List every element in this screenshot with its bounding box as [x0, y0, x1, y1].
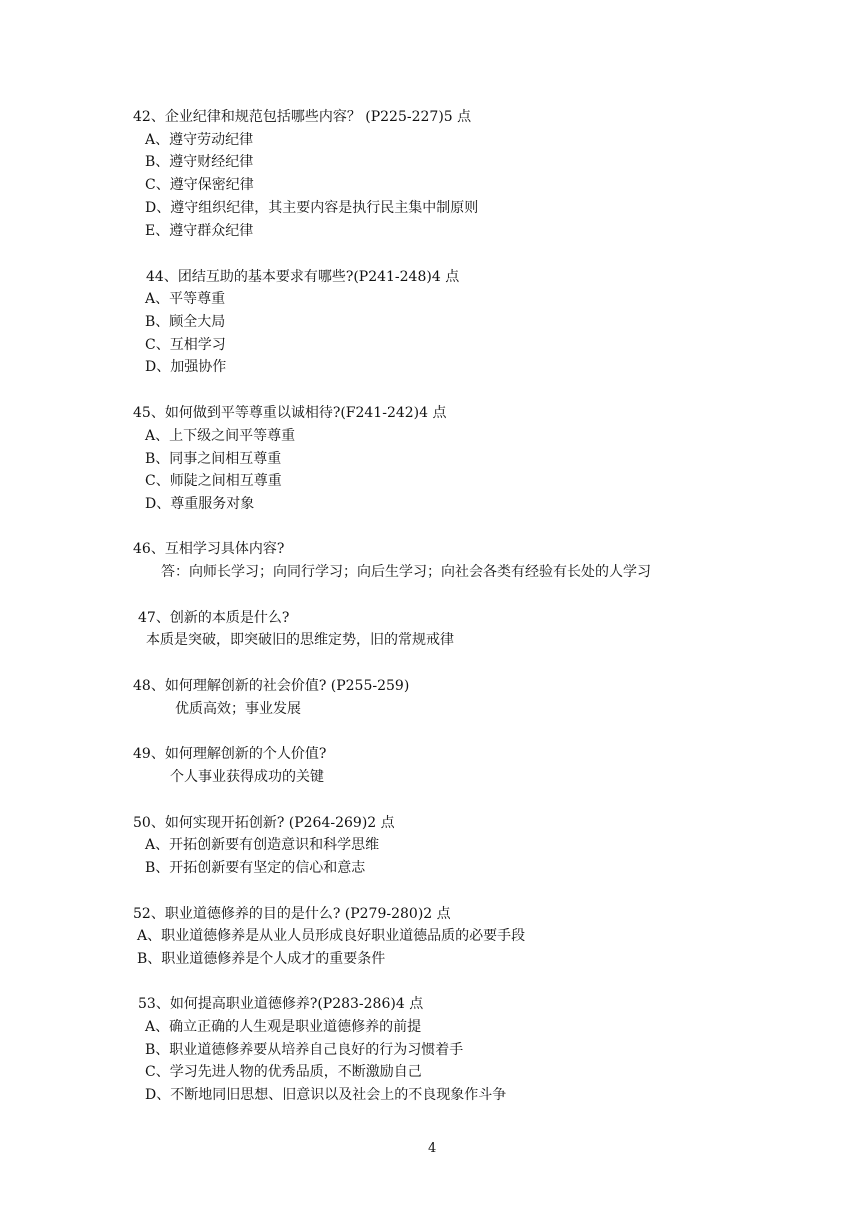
question-42-title: 42、企业纪律和规范包括哪些内容？ (P225-227)5 点 — [133, 109, 472, 125]
question-48-title: 48、如何理解创新的社会价值? (P255-259) — [133, 678, 410, 694]
question-44-option-d: D、加强协作 — [145, 359, 227, 375]
question-53-option-d: D、不断地同旧思想、旧意识以及社会上的不良现象作斗争 — [145, 1087, 507, 1103]
question-53-title: 53、如何提高职业道德修养?(P283-286)4 点 — [138, 996, 424, 1012]
question-42-option-e: E、遵守群众纪律 — [145, 223, 254, 239]
question-52-option-a: A、职业道德修养是从业人员形成良好职业道德品质的必要手段 — [137, 928, 526, 944]
question-49-title: 49、如何理解创新的个人价值? — [133, 746, 327, 762]
question-45-option-d: D、尊重服务对象 — [145, 496, 255, 512]
question-44-option-a: A、平等尊重 — [145, 291, 226, 307]
question-42-option-b: B、遵守财经纪律 — [145, 154, 254, 170]
question-45-option-c: C、师陡之间相互尊重 — [145, 473, 282, 489]
question-52-title: 52、职业道德修养的目的是什么? (P279-280)2 点 — [133, 906, 451, 922]
question-50-title: 50、如何实现开拓创新? (P264-269)2 点 — [133, 815, 395, 831]
question-53-option-b: B、职业道德修养要从培养自己良好的行为习惯着手 — [145, 1042, 464, 1058]
question-44-title: 44、团结互助的基本要求有哪些?(P241-248)4 点 — [146, 269, 460, 285]
question-50-option-b: B、开拓创新要有坚定的信心和意志 — [145, 860, 366, 876]
question-53-option-a: A、确立正确的人生观是职业道德修养的前提 — [145, 1019, 422, 1035]
question-46-answer: 答：向师长学习；向同行学习；向后生学习；向社会各类有经验有长处的人学习 — [161, 564, 651, 580]
question-45-title: 45、如何做到平等尊重以诚相待?(F241-242)4 点 — [133, 405, 447, 421]
question-42-option-d: D、遵守组织纪律，其主要内容是执行民主集中制原则 — [145, 200, 479, 216]
question-52-option-b: B、职业道德修养是个人成才的重要条件 — [137, 951, 386, 967]
question-48-answer: 优质高效；事业发展 — [175, 701, 301, 717]
question-42-option-c: C、遵守保密纪律 — [145, 177, 254, 193]
page-number: 4 — [428, 1141, 437, 1156]
question-49-answer: 个人事业获得成功的关键 — [170, 769, 324, 785]
question-45-option-a: A、上下级之间平等尊重 — [145, 428, 296, 444]
question-44-option-c: C、互相学习 — [145, 337, 226, 353]
question-45-option-b: B、同事之间相互尊重 — [145, 451, 282, 467]
question-47-title: 47、创新的本质是什么? — [138, 610, 290, 626]
question-47-answer: 本质是突破，即突破旧的思维定势，旧的常规戒律 — [146, 632, 454, 648]
question-46-title: 46、互相学习具体内容? — [133, 541, 285, 557]
question-42-option-a: A、遵守劳动纪律 — [145, 132, 254, 148]
question-50-option-a: A、开拓创新要有创造意识和科学思维 — [145, 837, 380, 853]
question-44-option-b: B、顾全大局 — [145, 314, 226, 330]
question-53-option-c: C、学习先进人物的优秀品质，不断激励自己 — [145, 1064, 422, 1080]
